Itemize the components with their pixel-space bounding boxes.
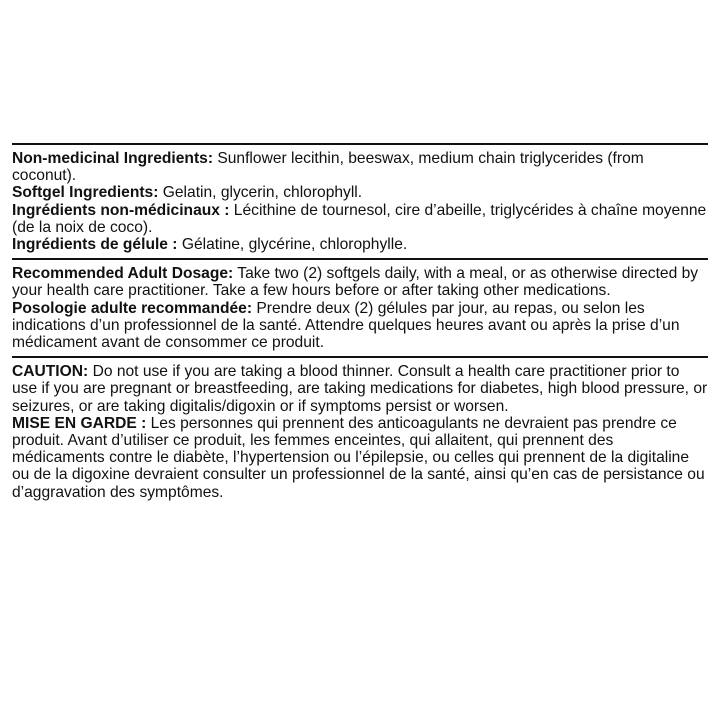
- caution-fr: [12, 415, 708, 501]
- non-medicinal-ingredients-en: [12, 150, 708, 184]
- softgel-ingredients-en: [12, 184, 708, 201]
- dosage-fr: [12, 300, 708, 352]
- caution-en-label: CAUTION:: [12, 363, 89, 381]
- non-medicinal-ingredients-en-label: Non-medicinal Ingredients:: [12, 150, 214, 167]
- product-label: [12, 143, 708, 501]
- dosage-fr-label: Posologie adulte recommandée:: [12, 299, 253, 317]
- caution-en-text: Do not use if you are taking a blood thinner. Consult a health care practitioner prior to use if you are pregnant or breastfeeding, are taking medications for diabetes, high blood pressure, or seizures, or are taking digitalis/digoxin or if symptoms persist or worsen.: [12, 363, 708, 415]
- non-medicinal-ingredients-fr: [12, 202, 708, 236]
- caution-fr-label: MISE EN GARDE :: [12, 414, 147, 432]
- softgel-ingredients-fr: [12, 236, 708, 253]
- caution-fr-text: Les personnes qui prennent des anticoagulants ne devraient pas prendre ce produit. Avant d’utiliser ce produit, les femmes enceintes, qui allaitent, qui prennent des médicaments contre le diabète, l’hypertension ou l’épilepsie, ou celles qui prennent de la digitaline ou de la digoxine devraient consulter un professionnel de la santé, ainsi qu’en cas de persistance ou d’aggravation des symptômes.: [12, 414, 705, 501]
- softgel-ingredients-en-text: Gelatin, glycerin, chlorophyll.: [158, 184, 363, 202]
- dosage-fr-text: Prendre deux (2) gélules par jour, au repas, ou selon les indications d’un professionnel de la santé. Attendre quelques heures avant ou après la prise d’un médicament avant de consommer ce produit.: [12, 299, 680, 352]
- softgel-ingredients-en-label: Softgel Ingredients:: [12, 184, 159, 202]
- non-medicinal-ingredients-fr-label: Ingrédients non-médicinaux :: [12, 201, 230, 219]
- caution-section: [12, 356, 708, 501]
- non-medicinal-ingredients-en-text: Sunflower lecithin, beeswax, medium chain triglycerides (from coconut).: [12, 150, 644, 185]
- dosage-section: [12, 258, 708, 356]
- softgel-ingredients-fr-label: Ingrédients de gélule :: [12, 236, 178, 254]
- ingredients-section: [12, 143, 708, 258]
- non-medicinal-ingredients-fr-text: Lécithine de tournesol, cire d’abeille, triglycérides à chaîne moyenne (de la noix de coco).: [12, 201, 707, 236]
- dosage-en-label: Recommended Adult Dosage:: [12, 265, 234, 283]
- dosage-en-text: Take two (2) softgels daily, with a meal, or as otherwise directed by your health care practitioner. Take a few hours before or after taking other medications.: [12, 265, 699, 300]
- dosage-en: [12, 265, 708, 299]
- softgel-ingredients-fr-text: Gélatine, glycérine, chlorophylle.: [177, 236, 408, 254]
- caution-en: [12, 363, 708, 415]
